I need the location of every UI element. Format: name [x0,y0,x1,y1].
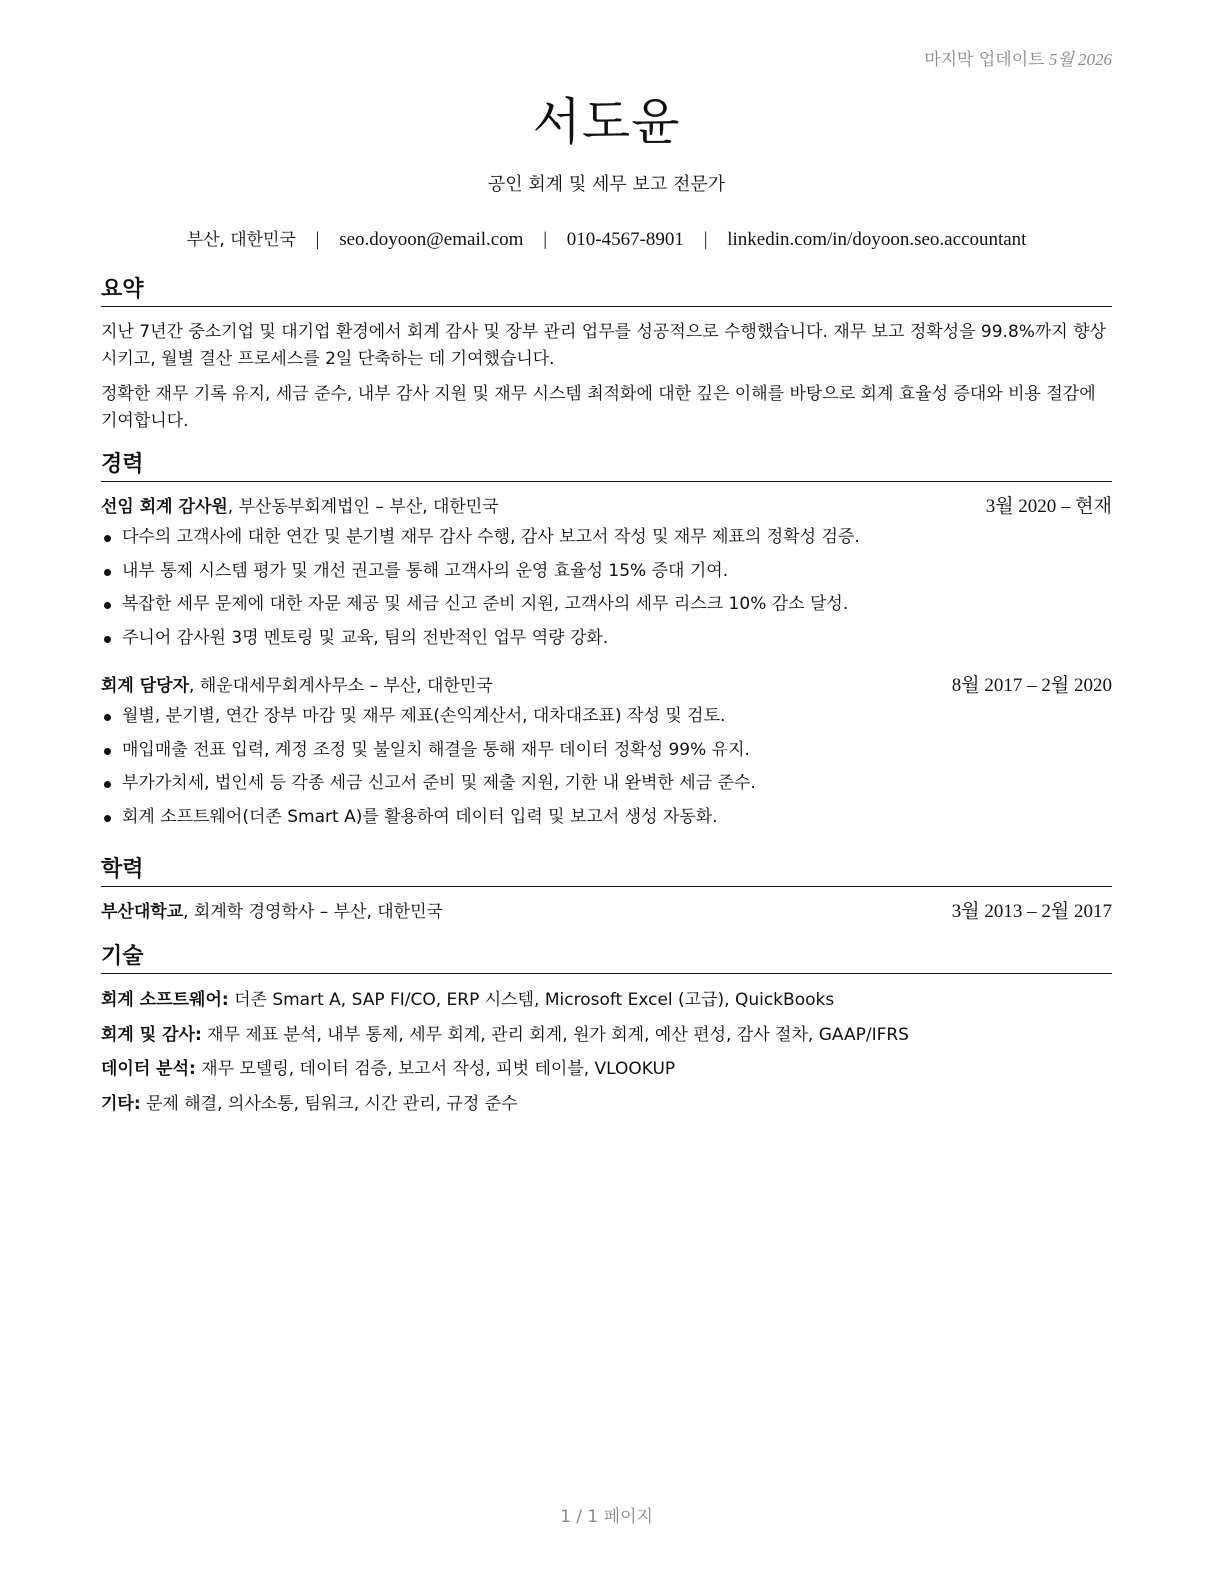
section-title-summary: 요약 [101,276,1112,307]
list-item: 회계 소프트웨어(더존 Smart A)를 활용하여 데이터 입력 및 보고서 생성 자동화. [101,801,1112,835]
candidate-name: 서도윤 [532,93,681,151]
skill-line [101,1087,1112,1122]
job-bullets [101,521,1112,655]
summary-paragraph: 정확한 재무 기록 유지, 세금 준수, 내부 감사 지원 및 재무 시스템 최적화에 대한 깊은 이해를 바탕으로 회계 효율성 증대와 비용 절감에 기여합니다. [101,384,1096,431]
education-detail: , 회계학 경영학사 – 부산, 대한민국 [183,902,443,922]
list-item: 주니어 감사원 3명 멘토링 및 교육, 팀의 전반적인 업무 역량 강화. [101,622,1112,656]
education-section [101,856,1112,926]
skill-line [101,1052,1112,1087]
skill-label: 회계 소프트웨어: [101,990,229,1010]
skill-line [101,983,1112,1018]
job-header [101,493,1112,521]
list-item: 월별, 분기별, 연간 장부 마감 및 재무 제표(손익계산서, 대차대조표) 작성 및 검토. [101,700,1112,734]
job-header [101,672,1112,700]
education-entry [101,898,1112,926]
skill-value: 재무 모델링, 데이터 검증, 보고서 작성, 피벗 테이블, VLOOKUP [195,1059,676,1079]
contact-separator: | [703,229,708,250]
skill-value: 더존 Smart A, SAP FI/CO, ERP 시스템, Microsoft Excel (고급), QuickBooks [228,990,835,1010]
candidate-headline: 공인 회계 및 세무 보고 전문가 [487,174,726,195]
list-item: 내부 통제 시스템 평가 및 개선 권고를 통해 고객사의 운영 효율성 15% 증대 기여. [101,555,1112,589]
contact-phone[interactable]: 010-4567-8901 [566,229,684,250]
education-school: 부산대학교 [101,902,184,922]
skill-label: 데이터 분석: [101,1059,196,1079]
skill-value: 재무 제표 분석, 내부 통제, 세무 회계, 관리 회계, 원가 회계, 예산 편성, 감사 절차, GAAP/IFRS [201,1024,909,1045]
contact-separator: | [543,229,548,250]
summary-section [101,276,1112,435]
contact-line [101,225,1112,251]
list-item: 다수의 고객사에 대한 연간 및 분기별 재무 감사 수행, 감사 보고서 작성 및 재무 제표의 정확성 검증. [101,521,1112,555]
job-org: , 해운대세무회계사무소 – 부산, 대한민국 [189,676,493,696]
contact-location: 부산, 대한민국 [186,230,296,250]
job-dates: 3월 2020 – 현재 [985,496,1112,517]
job-entry [101,493,1112,655]
section-title-skills: 기술 [101,943,1112,974]
skills-section [101,943,1112,1121]
summary-paragraph: 지난 7년간 중소기업 및 대기업 환경에서 회계 감사 및 장부 관리 업무를 성공적으로 수행했습니다. 재무 보고 정확성을 99.8%까지 향상시키고, 월별 결산 프로세스를 2일 단축하는 데 기여했습니다. [101,322,1107,369]
contact-separator: | [315,229,320,250]
last-updated-label: 마지막 업데이트 [924,50,1045,70]
job-bullets [101,700,1112,834]
experience-section [101,451,1112,834]
job-role: 회계 담당자 [101,676,190,696]
contact-linkedin[interactable]: linkedin.com/in/doyoon.seo.accountant [727,229,1027,250]
list-item: 복잡한 세무 문제에 대한 자문 제공 및 세금 신고 준비 지원, 고객사의 세무 리스크 10% 감소 달성. [101,588,1112,622]
job-dates: 8월 2017 – 2월 2020 [951,675,1112,696]
last-updated [924,45,1112,70]
contact-email[interactable]: seo.doyoon@email.com [339,229,524,250]
list-item: 부가가치세, 법인세 등 각종 세금 신고서 준비 및 제출 지원, 기한 내 완벽한 세금 준수. [101,767,1112,801]
skill-value: 문제 해결, 의사소통, 팀워크, 시간 관리, 규정 준수 [140,1093,518,1114]
job-title-line [101,493,499,521]
job-title-line [101,672,493,700]
job-org: , 부산동부회계법인 – 부산, 대한민국 [227,497,499,517]
job-entry [101,672,1112,834]
section-title-experience: 경력 [101,451,1112,482]
resume-page [101,0,1112,1584]
skill-line [101,1018,1112,1053]
education-title-line [101,898,443,926]
list-item: 매입매출 전표 입력, 계정 조정 및 불일치 해결을 통해 재무 데이터 정확성 99% 유지. [101,734,1112,768]
job-role: 선임 회계 감사원 [101,497,228,517]
last-updated-value: 5월 2026 [1048,50,1112,69]
skill-label: 회계 및 감사: [101,1024,202,1045]
education-dates: 3월 2013 – 2월 2017 [951,901,1112,922]
skill-label: 기타: [101,1093,141,1114]
section-title-education: 학력 [101,856,1112,887]
page-indicator: 1 / 1 페이지 [560,1507,653,1527]
